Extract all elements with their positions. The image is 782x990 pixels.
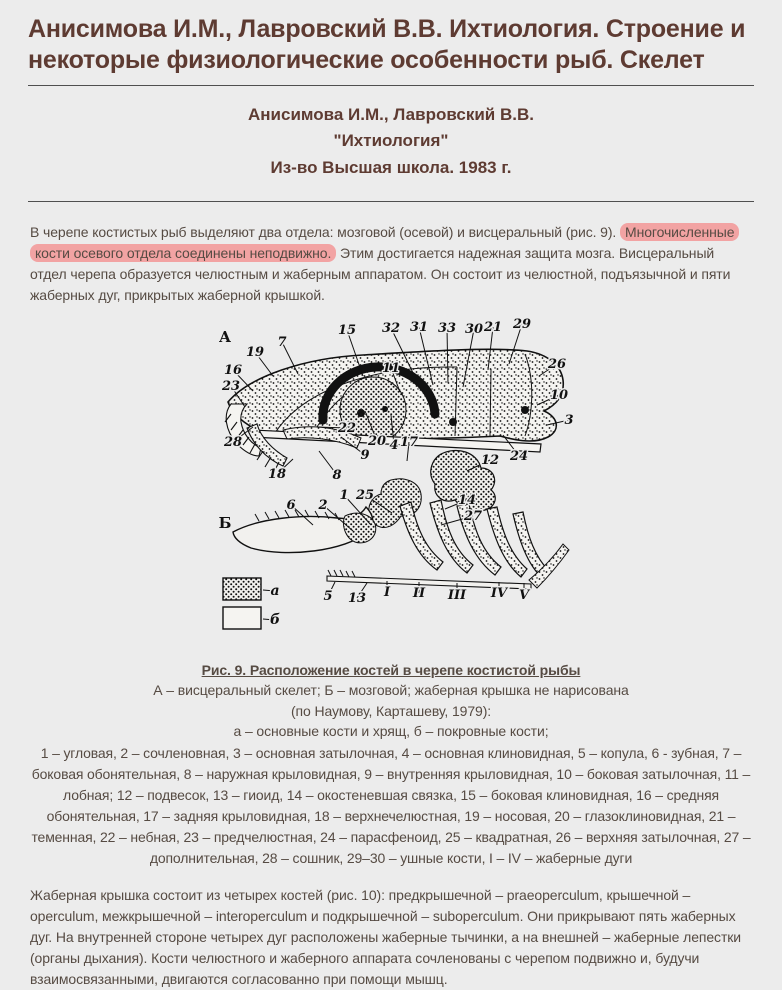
fish-skull-figure [195,318,587,652]
intro-text-before: В черепе костистых рыб выделяют два отдела: мозговой (осевой) и висцеральный (рис. 9). [30,224,621,241]
figure-label-10: 10 [549,388,569,404]
figure-label-V: V [518,588,530,604]
figure-label-а: а [270,583,280,600]
figure-label-б: б [269,612,281,629]
figure-label-7: 7 [277,335,287,351]
figure-label-I: I [383,585,391,601]
figure-label-29: 29 [512,318,532,333]
figure-label-31: 31 [409,320,429,336]
legend-box-dermal-bones [223,607,261,629]
fish-skull-diagram [195,318,587,652]
book-authors: Анисимова И.М., Лавровский В.В. [248,105,534,124]
figure-caption-line: А – висцеральный скелет; Б – мозговой; жаберная крышка не нарисована [153,682,629,699]
figure-label-IV: IV [490,586,508,602]
outro-paragraph: Жаберная крышка состоит из четырех костей (рис. 10): предкрышечной – praeoperculum, крышечной – operculum, межкрышечной – interoperculum и подкрышечной – suboperculum. Они прикрывают пять жаберных дуг. На внутренней стороне четырех дуг расположены жаберные тычинки, а на внешней – жаберные лепестки (органы дыхания). Кости челюстного и жаберного аппарата сочленованы с черепом подвижно и, будучи взаимосвязанными, двигаются согласованно при помощи мышц. [30,887,742,988]
legend-box-primary-bones [223,578,261,600]
figure-label-8: 8 [332,468,342,484]
figure-label-19: 19 [245,345,265,361]
figure-label-24: 24 [509,449,529,465]
figure-label-21: 21 [483,320,503,336]
figure-caption-line: а – основные кости и хрящ, б – покровные кости; [233,722,549,739]
figure-label-22: 22 [337,421,357,437]
figure-label-6: 6 [286,498,296,514]
figure-label-14: 14 [457,493,477,509]
figure-caption-title: Рис. 9. Расположение костей в черепе костистой рыбы [201,662,581,679]
figure-label-15: 15 [337,323,357,339]
figure-label-5: 5 [323,589,333,605]
divider-bottom [28,201,754,202]
bone-list: 1 – угловая, 2 – сочленовная, 3 – основная затылочная, 4 – основная клиновидная, 5 – копула, 6 - зубная, 7 – боковая обонятельная, 8 – наружная крыловидная, 9 – внутренняя крыловидная, 10 – боковая затылочная, 11 – лобная; 12 – подвесок, 13 – гиоид, 14 – окостеневшая связка, 15 – боковая клиновидная, 16 – средняя обонятельная, 17 – задняя крыловидная, 18 – верхнечелюстная, 19 – носовая, 20 – глазоклиновидная, 21 – теменная, 22 – небная, 23 – предчелюстная, 24 – парасфеноид, 25 – квадратная, 26 – верхняя затылочная, 27 – дополнительная, 28 – сошник, 29–30 – ушные кости, I – IV – жаберные дуги [31,745,751,867]
figure-label-32: 32 [381,321,401,337]
page-title: Анисимова И.М., Лавровский В.В. Ихтиология. Строение и некоторые физиологические особенности рыб. Скелет [28,15,746,74]
intro-paragraph [30,222,752,306]
book-publisher: Из-во Высшая школа. 1983 г. [270,157,512,177]
intro-text-after: Этим достигается надежная защита мозга. Висцеральный отдел черепа образуется челюстным и жаберным аппаратом. Он состоит из челюстной, подъязычной и пяти жаберных дуг, прикрытых жаберной крышкой. [30,245,731,304]
figure-label-3: 3 [564,413,574,429]
figure-label-II: II [412,586,426,602]
figure-label-28: 28 [223,435,243,451]
figure-label-А: А [218,328,232,347]
figure-label-13: 13 [347,591,367,607]
figure-label-1: 1 [339,488,349,504]
figure-label-33: 33 [437,321,457,337]
figure-label-25: 25 [355,488,375,504]
figure-label-12: 12 [480,453,500,469]
figure-label-2: 2 [318,498,328,514]
highlighted-text: Многочисленные кости осевого отдела соединены неподвижно. [30,223,739,262]
figure-label-9: 9 [360,448,370,464]
divider-top [28,85,754,86]
book-reference [28,102,754,181]
figure-label-26: 26 [547,357,567,373]
book-title: "Ихтиология" [333,131,449,151]
figure-label-11: 11 [381,361,401,377]
figure-caption-line: (по Наумову, Карташеву, 1979): [290,702,492,719]
figure-label-30: 30 [464,322,484,338]
figure-label-20: 20 [367,434,387,450]
figure-label-Б: Б [218,514,232,533]
figure-label-17: 17 [399,435,419,451]
figure-label-23: 23 [221,379,241,395]
figure-label-16: 16 [223,363,243,379]
figure-label-III: III [447,588,467,604]
figure-label-4: 4 [389,438,399,454]
figure-label-18: 18 [267,467,287,483]
figure-label-27: 27 [463,509,483,525]
figure-caption [28,660,754,741]
